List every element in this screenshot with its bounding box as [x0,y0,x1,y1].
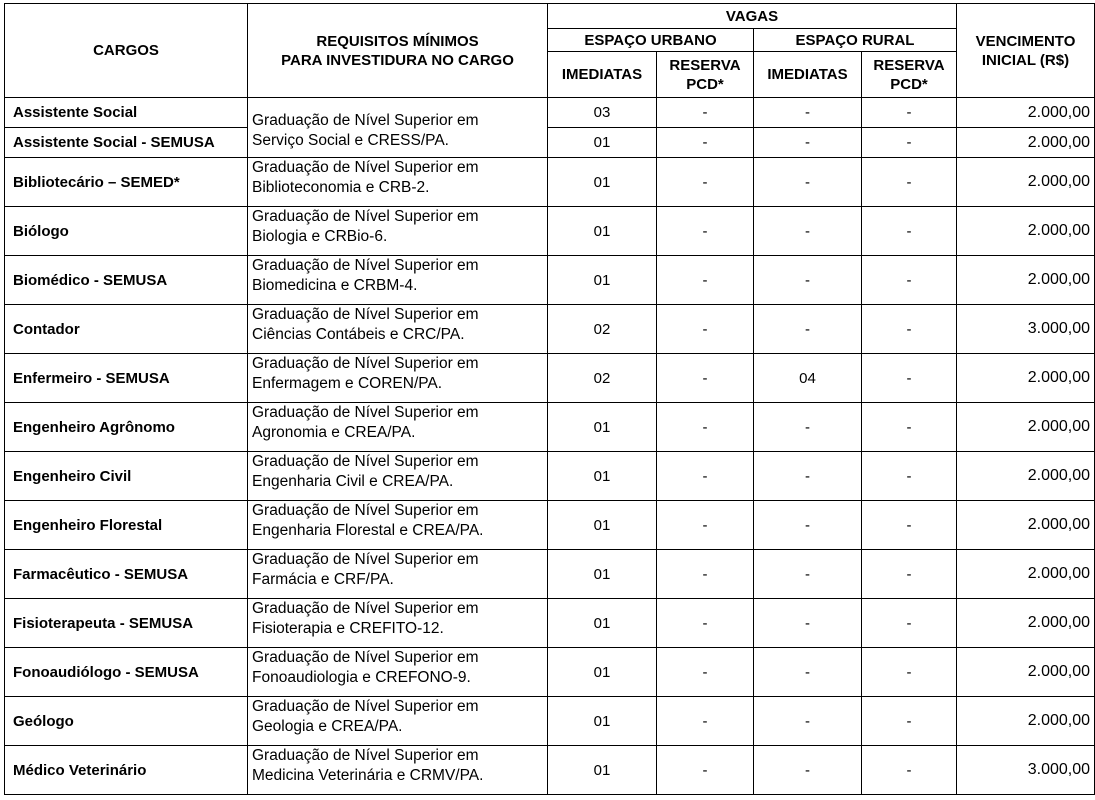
requisitos-line1: Graduação de Nível Superior em [252,649,479,666]
requisitos-line1: Graduação de Nível Superior em [252,208,479,225]
rural-reserva-cell: - [862,697,957,746]
urbano-imediatas-cell: 03 [548,98,657,128]
requisitos-line2: Fisioterapia e CREFITO-12. [252,620,444,637]
requisitos-cell [248,697,548,746]
urbano-imediatas-cell: 01 [548,648,657,697]
urbano-imediatas-cell: 01 [548,550,657,599]
table-row [5,305,1095,354]
header-vencimento-line1: VENCIMENTO [975,32,1076,50]
cargo-cell: Bibliotecário – SEMED* [5,158,248,207]
requisitos-line2: Medicina Veterinária e CRMV/PA. [252,767,484,784]
urbano-imediatas-cell: 01 [548,746,657,795]
requisitos-cell [248,207,548,256]
requisitos-line1: Graduação de Nível Superior em [252,698,479,715]
table-row [5,550,1095,599]
vencimento-cell: 2.000,00 [957,550,1095,599]
table-row [5,158,1095,207]
urbano-reserva-cell: - [657,128,754,158]
urbano-imediatas-cell: 02 [548,354,657,403]
header-requisitos [248,4,548,98]
urbano-reserva-cell: - [657,98,754,128]
header-reserva-urbano [657,52,754,98]
rural-imediatas-cell: - [754,98,862,128]
requisitos-line2: Biomedicina e CRBM-4. [252,277,418,294]
rural-reserva-cell: - [862,305,957,354]
header-espaco-rural: ESPAÇO RURAL [754,29,957,52]
table-row [5,403,1095,452]
rural-imediatas-cell: 04 [754,354,862,403]
vencimento-cell: 2.000,00 [957,158,1095,207]
requisitos-line1: Graduação de Nível Superior em [252,551,479,568]
urbano-reserva-cell: - [657,746,754,795]
cargo-cell: Biomédico - SEMUSA [5,256,248,305]
cargo-cell: Engenheiro Agrônomo [5,403,248,452]
table-row [5,648,1095,697]
urbano-imediatas-cell: 01 [548,501,657,550]
requisitos-line1: Graduação de Nível Superior em [252,502,479,519]
rural-imediatas-cell: - [754,452,862,501]
rural-reserva-cell: - [862,550,957,599]
urbano-imediatas-cell: 02 [548,305,657,354]
cargo-cell: Fonoaudiólogo - SEMUSA [5,648,248,697]
urbano-reserva-cell: - [657,501,754,550]
rural-imediatas-cell: - [754,599,862,648]
requisitos-cell [248,648,548,697]
table-row [5,98,1095,128]
table-header [5,4,1095,98]
table-body [5,98,1095,795]
vencimento-cell: 2.000,00 [957,648,1095,697]
rural-reserva-cell: - [862,501,957,550]
urbano-imediatas-cell: 01 [548,697,657,746]
requisitos-line1: Graduação de Nível Superior em [252,600,479,617]
requisitos-cell [248,305,548,354]
rural-imediatas-cell: - [754,128,862,158]
header-reserva-urbano-line1: RESERVA [669,56,741,74]
requisitos-cell [248,550,548,599]
vencimento-cell: 2.000,00 [957,354,1095,403]
rural-reserva-cell: - [862,128,957,158]
header-imediatas-rural: IMEDIATAS [754,52,862,98]
requisitos-line2: Biblioteconomia e CRB-2. [252,179,430,196]
urbano-reserva-cell: - [657,403,754,452]
rural-imediatas-cell: - [754,697,862,746]
cargo-cell: Farmacêutico - SEMUSA [5,550,248,599]
rural-imediatas-cell: - [754,403,862,452]
cargo-cell: Assistente Social [5,98,248,128]
header-imediatas-urbano: IMEDIATAS [548,52,657,98]
urbano-imediatas-cell: 01 [548,452,657,501]
requisitos-cell [248,403,548,452]
table-row [5,452,1095,501]
rural-reserva-cell: - [862,98,957,128]
urbano-imediatas-cell: 01 [548,256,657,305]
table-row [5,207,1095,256]
urbano-imediatas-cell: 01 [548,158,657,207]
vencimento-cell: 2.000,00 [957,256,1095,305]
table-row [5,697,1095,746]
header-requisitos-line1: REQUISITOS MÍNIMOS [316,32,479,50]
urbano-imediatas-cell: 01 [548,128,657,158]
header-espaco-urbano: ESPAÇO URBANO [548,29,754,52]
rural-imediatas-cell: - [754,501,862,550]
rural-reserva-cell: - [862,452,957,501]
cargo-cell: Geólogo [5,697,248,746]
rural-reserva-cell: - [862,746,957,795]
cargo-cell: Biólogo [5,207,248,256]
header-reserva-rural-line2: PCD* [890,75,928,93]
rural-imediatas-cell: - [754,746,862,795]
table-row [5,746,1095,795]
requisitos-line1: Graduação de Nível Superior em [252,257,479,274]
requisitos-line1: Graduação de Nível Superior em [252,306,479,323]
urbano-reserva-cell: - [657,256,754,305]
cargo-cell: Engenheiro Civil [5,452,248,501]
urbano-reserva-cell: - [657,452,754,501]
rural-imediatas-cell: - [754,648,862,697]
vencimento-cell: 3.000,00 [957,305,1095,354]
cargo-cell: Assistente Social - SEMUSA [5,128,248,158]
urbano-imediatas-cell: 01 [548,207,657,256]
urbano-reserva-cell: - [657,158,754,207]
header-reserva-urbano-line2: PCD* [686,75,724,93]
vacancies-table [4,3,1095,795]
rural-imediatas-cell: - [754,158,862,207]
requisitos-cell [248,599,548,648]
urbano-reserva-cell: - [657,550,754,599]
vencimento-cell: 2.000,00 [957,697,1095,746]
vencimento-cell: 2.000,00 [957,128,1095,158]
rural-imediatas-cell: - [754,207,862,256]
cargo-cell: Médico Veterinário [5,746,248,795]
requisitos-line2: Engenharia Florestal e CREA/PA. [252,522,484,539]
header-reserva-rural-line1: RESERVA [873,56,945,74]
rural-reserva-cell: - [862,599,957,648]
requisitos-line2: Fonoaudiologia e CREFONO-9. [252,669,471,686]
table-row [5,128,1095,158]
table-row [5,599,1095,648]
requisitos-line2: Farmácia e CRF/PA. [252,571,394,588]
requisitos-cell [248,452,548,501]
header-vencimento-line2: INICIAL (R$) [981,51,1070,69]
requisitos-line1: Graduação de Nível Superior em [252,404,479,421]
vencimento-cell: 3.000,00 [957,746,1095,795]
table-row [5,501,1095,550]
rural-reserva-cell: - [862,256,957,305]
requisitos-line2: Engenharia Civil e CREA/PA. [252,473,454,490]
rural-reserva-cell: - [862,158,957,207]
vencimento-cell: 2.000,00 [957,599,1095,648]
urbano-reserva-cell: - [657,305,754,354]
requisitos-line2: Biologia e CRBio-6. [252,228,388,245]
requisitos-line1: Graduação de Nível Superior em [252,111,479,129]
requisitos-line1: Graduação de Nível Superior em [252,747,479,764]
urbano-reserva-cell: - [657,599,754,648]
requisitos-line1: Graduação de Nível Superior em [252,453,479,470]
rural-reserva-cell: - [862,354,957,403]
header-vagas: VAGAS [548,4,957,29]
vencimento-cell: 2.000,00 [957,207,1095,256]
vencimento-cell: 2.000,00 [957,501,1095,550]
rural-reserva-cell: - [862,403,957,452]
cargo-cell: Contador [5,305,248,354]
cargo-cell: Engenheiro Florestal [5,501,248,550]
rural-imediatas-cell: - [754,305,862,354]
rural-reserva-cell: - [862,207,957,256]
requisitos-line2: Ciências Contábeis e CRC/PA. [252,326,465,343]
urbano-reserva-cell: - [657,648,754,697]
urbano-reserva-cell: - [657,207,754,256]
vencimento-cell: 2.000,00 [957,403,1095,452]
rural-imediatas-cell: - [754,256,862,305]
requisitos-cell [248,158,548,207]
cargo-cell: Fisioterapeuta - SEMUSA [5,599,248,648]
urbano-reserva-cell: - [657,354,754,403]
table-row [5,354,1095,403]
requisitos-cell [248,256,548,305]
requisitos-cell [248,98,548,158]
requisitos-cell [248,354,548,403]
urbano-imediatas-cell: 01 [548,403,657,452]
cargo-cell: Enfermeiro - SEMUSA [5,354,248,403]
header-cargos: CARGOS [5,4,248,98]
requisitos-line2: Agronomia e CREA/PA. [252,424,416,441]
requisitos-line2: Enfermagem e COREN/PA. [252,375,443,392]
requisitos-cell [248,746,548,795]
vencimento-cell: 2.000,00 [957,98,1095,128]
requisitos-line2: Serviço Social e CRESS/PA. [252,131,449,149]
requisitos-line1: Graduação de Nível Superior em [252,355,479,372]
header-vencimento [957,4,1095,98]
table-row [5,256,1095,305]
rural-reserva-cell: - [862,648,957,697]
urbano-reserva-cell: - [657,697,754,746]
header-requisitos-line2: PARA INVESTIDURA NO CARGO [281,51,514,69]
requisitos-line1: Graduação de Nível Superior em [252,159,479,176]
rural-imediatas-cell: - [754,550,862,599]
requisitos-cell [248,501,548,550]
header-reserva-rural [862,52,957,98]
requisitos-line2: Geologia e CREA/PA. [252,718,403,735]
urbano-imediatas-cell: 01 [548,599,657,648]
vencimento-cell: 2.000,00 [957,452,1095,501]
